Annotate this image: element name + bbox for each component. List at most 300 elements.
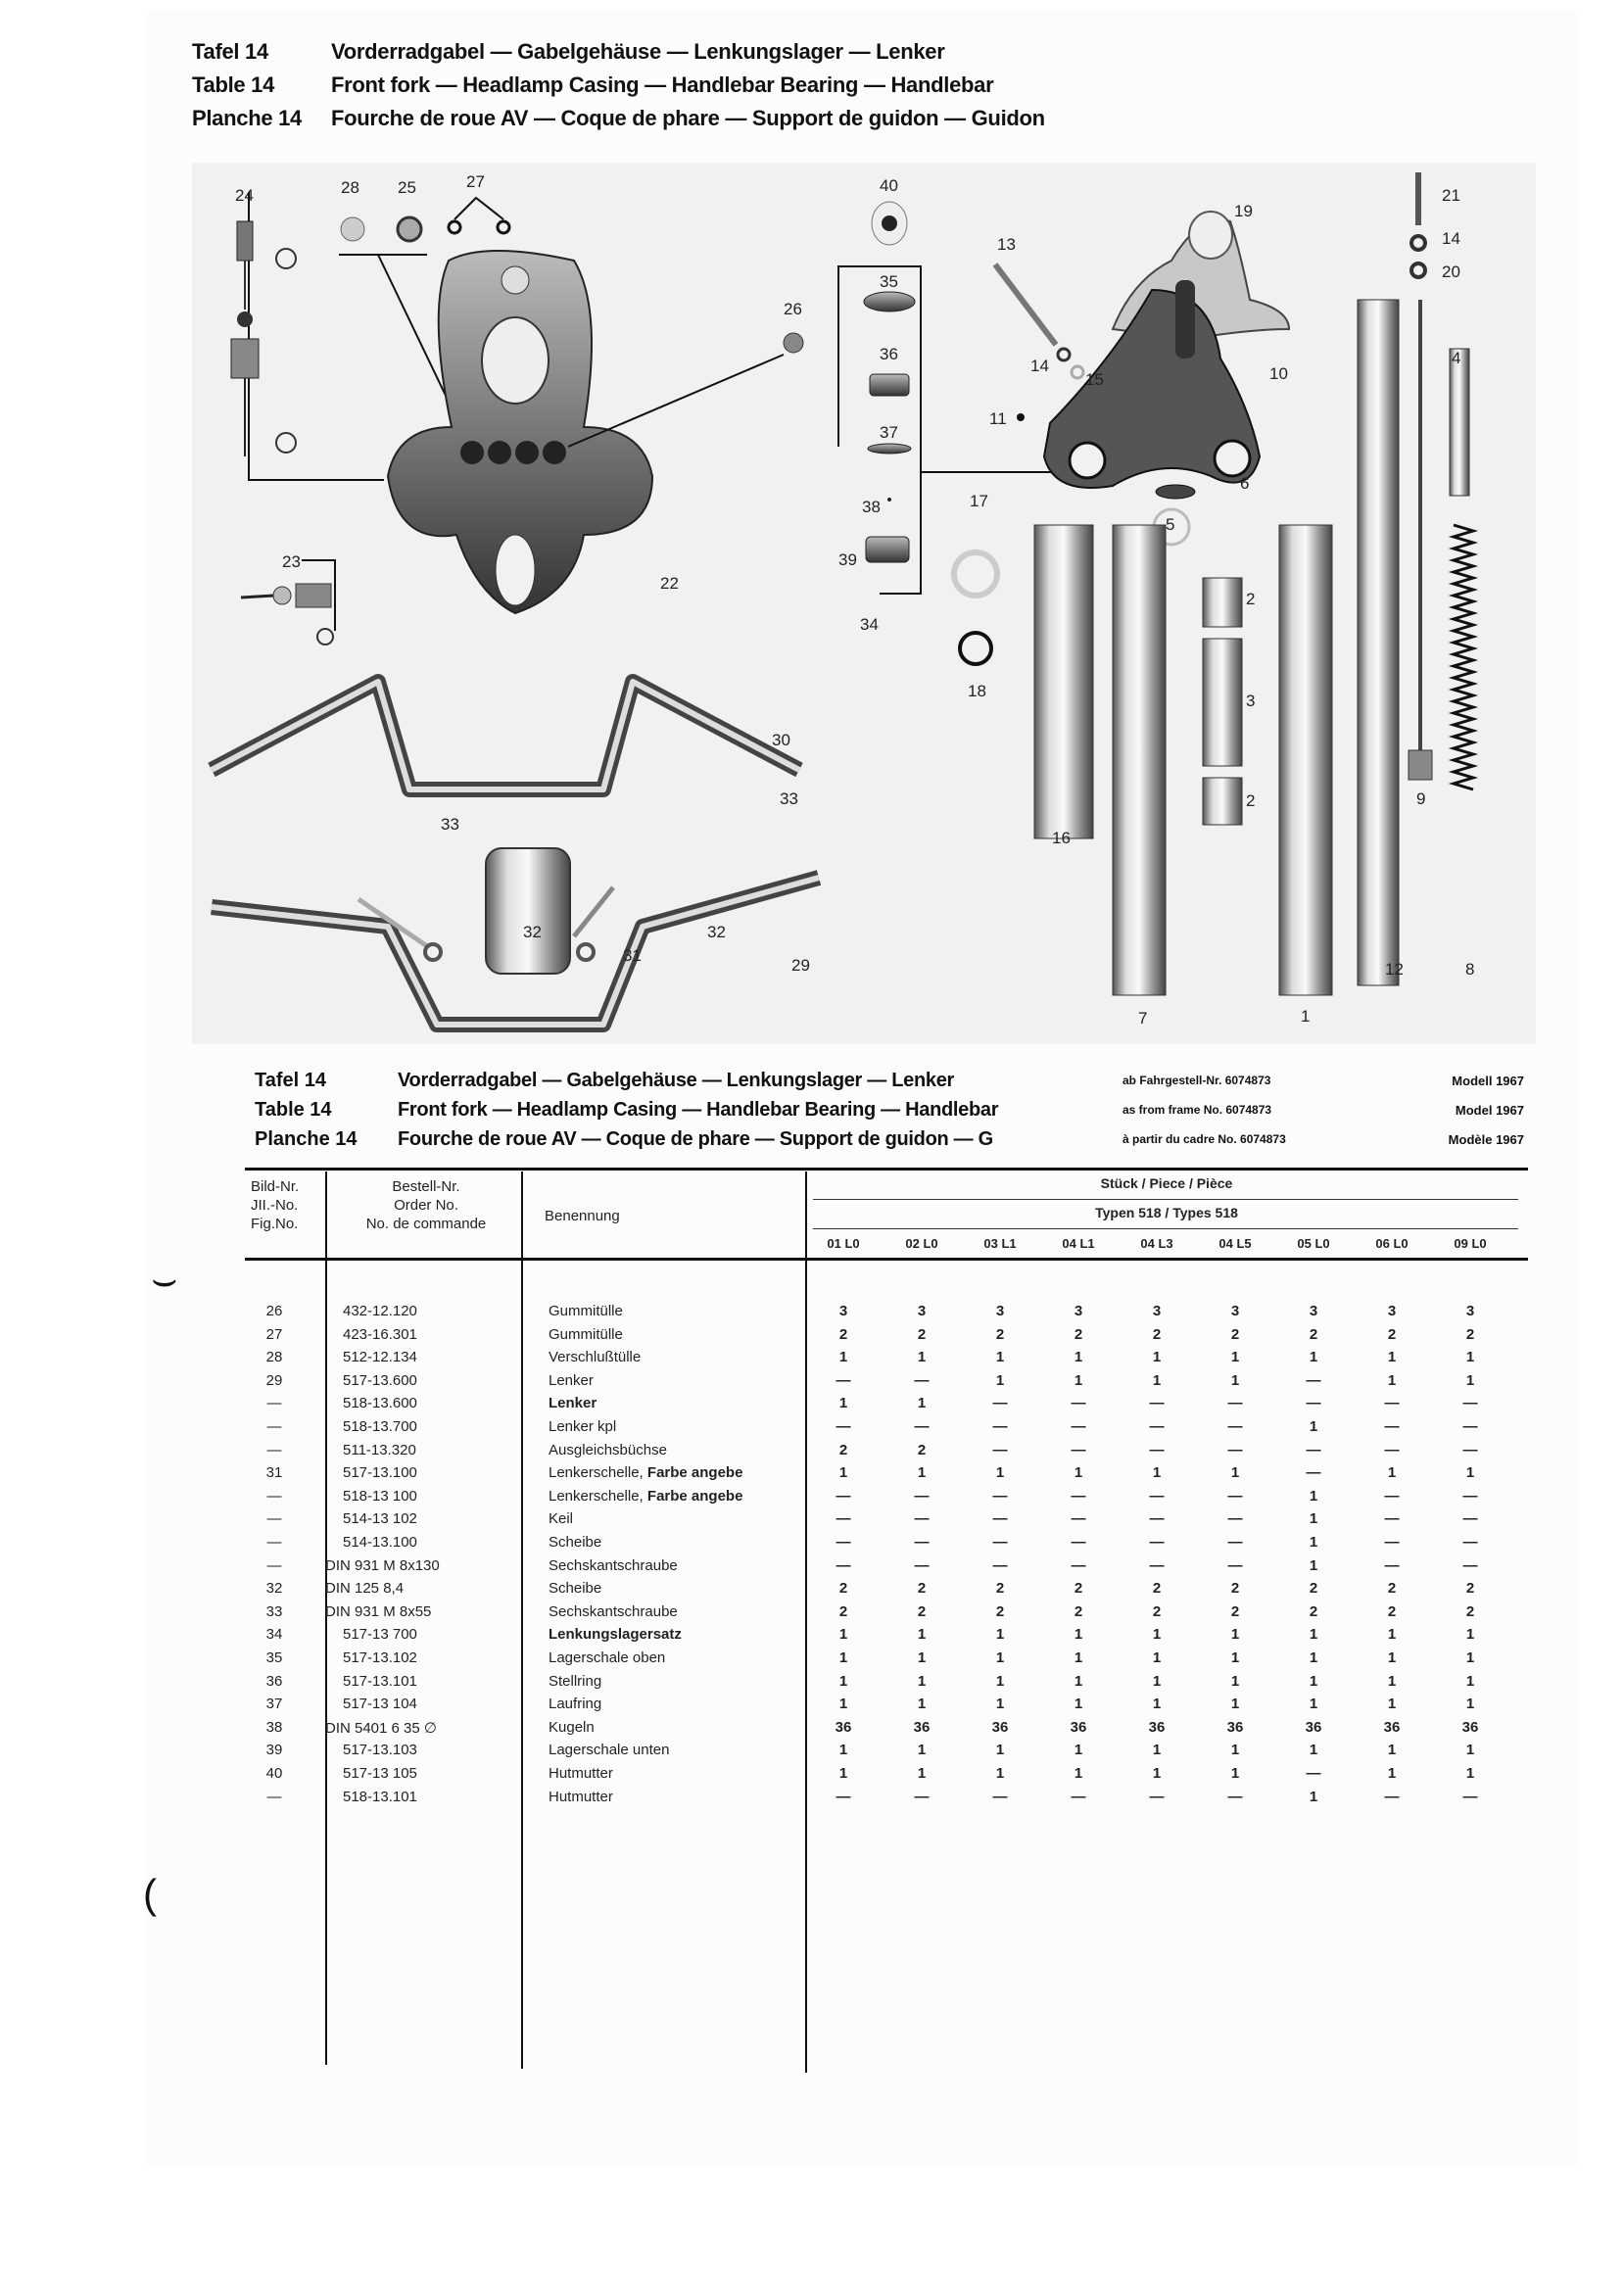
part-name-text: Ausgleichsbüchse bbox=[549, 1441, 667, 1458]
table-row bbox=[245, 1624, 1528, 1648]
header-fig-de: Bild-Nr. bbox=[251, 1178, 300, 1195]
section-label: Tafel 14 bbox=[255, 1069, 326, 1091]
quantity-cell: 2 bbox=[1387, 1602, 1397, 1620]
fig-number: — bbox=[266, 1534, 282, 1551]
table-row bbox=[245, 1763, 1528, 1787]
quantity-cell: 1 bbox=[1309, 1556, 1318, 1574]
callout-17: 17 bbox=[970, 492, 988, 510]
part-name-bold: Lenkungslagersatz bbox=[549, 1626, 682, 1644]
quantity-cell: 2 bbox=[838, 1325, 848, 1343]
quantity-cell: 36 bbox=[1070, 1718, 1087, 1736]
quantity-cell: 1 bbox=[1387, 1696, 1397, 1713]
quantity-cell: 2 bbox=[1152, 1325, 1162, 1343]
quantity-cell: — bbox=[992, 1441, 1008, 1458]
quantity-cell: 1 bbox=[1465, 1742, 1475, 1759]
fig-number: — bbox=[266, 1395, 282, 1412]
quantity-cell: — bbox=[1149, 1788, 1165, 1805]
callout-22: 22 bbox=[660, 574, 679, 593]
quantity-cell: — bbox=[1071, 1418, 1086, 1435]
quantity-cell: — bbox=[1227, 1534, 1243, 1551]
callout-31: 31 bbox=[623, 946, 642, 965]
quantity-cell: 3 bbox=[1465, 1303, 1475, 1319]
part-name-text: Scheibe bbox=[549, 1534, 602, 1551]
quantity-cell: 36 bbox=[991, 1718, 1009, 1736]
quantity-cell: 3 bbox=[838, 1303, 848, 1319]
quantity-cell: 1 bbox=[1309, 1349, 1318, 1366]
quantity-cell: — bbox=[1384, 1534, 1400, 1551]
section-title-block bbox=[255, 1066, 1528, 1154]
header-fig-fr: Fig.No. bbox=[251, 1216, 299, 1232]
quantity-cell: 2 bbox=[1465, 1602, 1475, 1620]
quantity-cell: — bbox=[1306, 1441, 1321, 1458]
quantity-cell: — bbox=[1384, 1510, 1400, 1528]
part-name bbox=[549, 1349, 842, 1365]
fig-number: 26 bbox=[265, 1303, 283, 1319]
quantity-cell: 1 bbox=[1152, 1626, 1162, 1644]
quantity-cell: 3 bbox=[917, 1303, 927, 1319]
quantity-cell: 1 bbox=[1309, 1672, 1318, 1690]
part-name bbox=[549, 1326, 842, 1343]
quantity-cell: 2 bbox=[1074, 1325, 1083, 1343]
part-name bbox=[549, 1696, 842, 1712]
fig-number: — bbox=[266, 1510, 282, 1528]
quantity-cell: 1 bbox=[1152, 1672, 1162, 1690]
quantity-cell: 1 bbox=[1230, 1626, 1240, 1644]
part-name-text: Stellring bbox=[549, 1672, 602, 1690]
type-04-l5: 04 L5 bbox=[1218, 1236, 1252, 1251]
quantity-cell: — bbox=[836, 1371, 851, 1389]
part-name bbox=[549, 1742, 842, 1758]
quantity-cell: — bbox=[836, 1418, 851, 1435]
quantity-cell: 1 bbox=[995, 1672, 1005, 1690]
quantity-cell: — bbox=[1384, 1441, 1400, 1458]
quantity-cell: 1 bbox=[1309, 1510, 1318, 1528]
header-order-fr: No. de commande bbox=[365, 1216, 487, 1232]
quantity-cell: — bbox=[1071, 1395, 1086, 1412]
quantity-cell: 1 bbox=[1387, 1464, 1397, 1482]
quantity-cell: 1 bbox=[917, 1742, 927, 1759]
section-text: Front fork — Headlamp Casing — Handlebar Bearing — Handlebar bbox=[398, 1098, 999, 1121]
callout-14: 14 bbox=[1030, 357, 1049, 375]
order-number: 511-13.320 bbox=[343, 1441, 416, 1458]
quantity-cell: — bbox=[1306, 1765, 1321, 1782]
quantity-cell: 36 bbox=[1383, 1718, 1401, 1736]
table-top-rule bbox=[245, 1168, 1528, 1171]
callout-8: 8 bbox=[1465, 960, 1475, 979]
quantity-cell: 1 bbox=[1230, 1672, 1240, 1690]
table-row bbox=[245, 1347, 1528, 1370]
callout-14b: 14 bbox=[1442, 229, 1460, 248]
part-name-bold: Lenker bbox=[549, 1395, 597, 1412]
part-name-text: Lenker kpl bbox=[549, 1418, 617, 1435]
callout-2: 2 bbox=[1246, 590, 1256, 608]
callout-16: 16 bbox=[1052, 829, 1071, 847]
quantity-cell: 1 bbox=[995, 1349, 1005, 1366]
quantity-cell: 2 bbox=[1309, 1602, 1318, 1620]
quantity-cell: — bbox=[1462, 1534, 1478, 1551]
title-text: Fourche de roue AV — Coque de phare — Support de guidon — Guidon bbox=[331, 106, 1045, 130]
quantity-cell: — bbox=[992, 1510, 1008, 1528]
fig-number: 27 bbox=[265, 1325, 283, 1343]
order-number: 512-12.134 bbox=[343, 1349, 417, 1366]
header-order-en: Order No. bbox=[394, 1197, 458, 1214]
quantity-cell: 1 bbox=[1387, 1626, 1397, 1644]
margin-punch-mark: ( bbox=[143, 1871, 157, 1917]
quantity-cell: — bbox=[914, 1556, 930, 1574]
table-row bbox=[245, 1462, 1528, 1486]
callout-24: 24 bbox=[235, 186, 254, 205]
quantity-cell: — bbox=[836, 1534, 851, 1551]
quantity-cell: — bbox=[1462, 1487, 1478, 1505]
title-row-de bbox=[192, 35, 1045, 69]
quantity-cell: 1 bbox=[1387, 1765, 1397, 1782]
quantity-cell: 1 bbox=[1465, 1349, 1475, 1366]
quantity-cell: — bbox=[1071, 1487, 1086, 1505]
quantity-cell: 1 bbox=[1309, 1696, 1318, 1713]
header-qty-title: Stück / Piece / Pièce bbox=[1100, 1175, 1233, 1191]
header-types-title: Typen 518 / Types 518 bbox=[1095, 1205, 1238, 1220]
title-label: Planche 14 bbox=[192, 106, 302, 130]
type-06-l0: 06 L0 bbox=[1375, 1236, 1409, 1251]
quantity-cell: — bbox=[1384, 1788, 1400, 1805]
callout-5: 5 bbox=[1166, 515, 1175, 534]
part-name bbox=[549, 1418, 842, 1435]
quantity-cell: 2 bbox=[1387, 1325, 1397, 1343]
quantity-cell: — bbox=[992, 1788, 1008, 1805]
table-row bbox=[245, 1440, 1528, 1463]
type-04-l3: 04 L3 bbox=[1140, 1236, 1173, 1251]
quantity-cell: 2 bbox=[1152, 1580, 1162, 1598]
quantity-cell: 1 bbox=[1074, 1742, 1083, 1759]
quantity-cell: 2 bbox=[1465, 1325, 1475, 1343]
quantity-cell: 36 bbox=[835, 1718, 852, 1736]
quantity-cell: — bbox=[1384, 1487, 1400, 1505]
callout-28: 28 bbox=[341, 178, 359, 197]
fig-number: 35 bbox=[265, 1649, 283, 1666]
quantity-cell: — bbox=[836, 1788, 851, 1805]
quantity-cell: — bbox=[1149, 1487, 1165, 1505]
quantity-cell: — bbox=[1149, 1556, 1165, 1574]
fig-number: 33 bbox=[265, 1602, 283, 1620]
exploded-parts-diagram bbox=[192, 163, 1536, 1044]
fig-number: 36 bbox=[265, 1672, 283, 1690]
quantity-cell: 1 bbox=[1465, 1672, 1475, 1690]
table-row bbox=[245, 1301, 1528, 1324]
fig-number: 32 bbox=[265, 1580, 283, 1598]
part-name-text: Kugeln bbox=[549, 1718, 595, 1736]
part-name-text: Scheibe bbox=[549, 1580, 602, 1598]
callout-1: 1 bbox=[1301, 1007, 1311, 1026]
quantity-cell: — bbox=[1462, 1788, 1478, 1805]
order-number: DIN 125 8,4 bbox=[325, 1580, 405, 1598]
quantity-cell: 2 bbox=[995, 1325, 1005, 1343]
callout-11: 11 bbox=[989, 409, 1007, 428]
table-row bbox=[245, 1717, 1528, 1741]
section-text: Fourche de roue AV — Coque de phare — Support de guidon — G bbox=[398, 1127, 993, 1150]
order-number: 518-13.101 bbox=[343, 1788, 417, 1805]
quantity-cell: 1 bbox=[1230, 1742, 1240, 1759]
fig-number: 39 bbox=[265, 1742, 283, 1759]
quantity-cell: 1 bbox=[1074, 1626, 1083, 1644]
quantity-cell: — bbox=[1071, 1441, 1086, 1458]
part-name-text: Gummitülle bbox=[549, 1303, 623, 1319]
callout-4: 4 bbox=[1452, 349, 1461, 367]
quantity-cell: 1 bbox=[995, 1696, 1005, 1713]
table-row bbox=[245, 1416, 1528, 1440]
quantity-cell: 1 bbox=[1387, 1649, 1397, 1666]
table-row bbox=[245, 1578, 1528, 1601]
quantity-cell: 1 bbox=[1387, 1349, 1397, 1366]
fig-number: — bbox=[266, 1556, 282, 1574]
quantity-cell: 2 bbox=[1387, 1580, 1397, 1598]
callout-37: 37 bbox=[880, 423, 898, 442]
callout-3: 3 bbox=[1246, 692, 1256, 710]
quantity-cell: 1 bbox=[995, 1626, 1005, 1644]
callout-30: 30 bbox=[772, 731, 790, 749]
quantity-cell: — bbox=[992, 1487, 1008, 1505]
quantity-cell: — bbox=[1306, 1371, 1321, 1389]
quantity-cell: 36 bbox=[1305, 1718, 1322, 1736]
type-02-l0: 02 L0 bbox=[905, 1236, 938, 1251]
quantity-cell: — bbox=[1227, 1788, 1243, 1805]
fig-number: — bbox=[266, 1441, 282, 1458]
part-name bbox=[549, 1719, 842, 1736]
quantity-cell: 2 bbox=[1230, 1580, 1240, 1598]
quantity-cell: 1 bbox=[1230, 1371, 1240, 1389]
table-row bbox=[245, 1393, 1528, 1416]
callout-15: 15 bbox=[1085, 370, 1104, 389]
section-label: Table 14 bbox=[255, 1098, 332, 1121]
order-number: 517-13.101 bbox=[343, 1672, 417, 1690]
part-name-text: Sechskantschraube bbox=[549, 1602, 678, 1620]
quantity-cell: 1 bbox=[995, 1371, 1005, 1389]
quantity-cell: — bbox=[1462, 1441, 1478, 1458]
quantity-cell: 1 bbox=[1309, 1626, 1318, 1644]
fig-number: 29 bbox=[265, 1371, 283, 1389]
title-text: Front fork — Headlamp Casing — Handlebar Bearing — Handlebar bbox=[331, 72, 994, 97]
table-row bbox=[245, 1740, 1528, 1763]
fig-number: — bbox=[266, 1788, 282, 1805]
part-name-text: Lagerschale unten bbox=[549, 1742, 670, 1759]
quantity-cell: 1 bbox=[917, 1395, 927, 1412]
order-number: DIN 931 M 8x55 bbox=[325, 1602, 432, 1620]
quantity-cell: 1 bbox=[1387, 1371, 1397, 1389]
callout-27: 27 bbox=[466, 172, 485, 191]
section-label: Planche 14 bbox=[255, 1127, 358, 1150]
callout-10: 10 bbox=[1269, 364, 1288, 383]
callout-38: 38 bbox=[862, 498, 881, 516]
model-year: Modell 1967 bbox=[1452, 1073, 1524, 1088]
type-05-l0: 05 L0 bbox=[1297, 1236, 1330, 1251]
quantity-cell: — bbox=[1462, 1395, 1478, 1412]
quantity-cell: — bbox=[992, 1395, 1008, 1412]
quantity-cell: 1 bbox=[838, 1672, 848, 1690]
header-sub-rule bbox=[813, 1199, 1518, 1200]
table-row bbox=[245, 1508, 1528, 1532]
quantity-cell: — bbox=[1149, 1534, 1165, 1551]
order-number: 432-12.120 bbox=[343, 1303, 417, 1319]
part-name bbox=[549, 1789, 842, 1805]
part-name bbox=[549, 1395, 842, 1411]
callout-25: 25 bbox=[398, 178, 416, 197]
type-01-l0: 01 L0 bbox=[827, 1236, 860, 1251]
quantity-cell: 36 bbox=[1226, 1718, 1244, 1736]
quantity-cell: 3 bbox=[1074, 1303, 1083, 1319]
callout-7: 7 bbox=[1138, 1009, 1148, 1028]
quantity-cell: 1 bbox=[1230, 1349, 1240, 1366]
order-number: 517-13.600 bbox=[343, 1371, 417, 1389]
quantity-cell: — bbox=[1071, 1556, 1086, 1574]
part-name bbox=[549, 1580, 842, 1597]
quantity-cell: — bbox=[1227, 1510, 1243, 1528]
quantity-cell: — bbox=[1071, 1788, 1086, 1805]
callout-32: 32 bbox=[523, 923, 542, 941]
quantity-cell: 1 bbox=[838, 1649, 848, 1666]
quantity-cell: 1 bbox=[838, 1395, 848, 1412]
quantity-cell: — bbox=[992, 1418, 1008, 1435]
quantity-cell: 1 bbox=[1152, 1765, 1162, 1782]
quantity-cell: 1 bbox=[917, 1696, 927, 1713]
quantity-cell: — bbox=[1306, 1395, 1321, 1412]
quantity-cell: 1 bbox=[1074, 1765, 1083, 1782]
quantity-cell: — bbox=[1462, 1556, 1478, 1574]
fig-number: 31 bbox=[265, 1464, 283, 1482]
quantity-cell: 1 bbox=[1074, 1371, 1083, 1389]
type-04-l1: 04 L1 bbox=[1062, 1236, 1095, 1251]
quantity-cell: 1 bbox=[838, 1349, 848, 1366]
quantity-cell: — bbox=[914, 1788, 930, 1805]
fig-number: 38 bbox=[265, 1718, 283, 1736]
quantity-cell: 1 bbox=[1074, 1696, 1083, 1713]
quantity-cell: 2 bbox=[1074, 1602, 1083, 1620]
part-name-text: Verschlußtülle bbox=[549, 1349, 642, 1366]
callout-21: 21 bbox=[1442, 186, 1460, 205]
quantity-cell: — bbox=[992, 1556, 1008, 1574]
order-number: 518-13.600 bbox=[343, 1395, 417, 1412]
table-row bbox=[245, 1324, 1528, 1348]
quantity-cell: — bbox=[1227, 1441, 1243, 1458]
type-09-l0: 09 L0 bbox=[1454, 1236, 1487, 1251]
quantity-cell: 1 bbox=[1074, 1649, 1083, 1666]
quantity-cell: 1 bbox=[1309, 1418, 1318, 1435]
frame-number: as from frame No. 6074873 bbox=[1122, 1103, 1272, 1117]
part-name-bold: Farbe angebe bbox=[646, 1464, 743, 1482]
table-row bbox=[245, 1694, 1528, 1717]
part-name-bold: Farbe angebe bbox=[646, 1487, 743, 1505]
order-number: 517-13 105 bbox=[343, 1765, 417, 1782]
quantity-cell: 1 bbox=[1387, 1742, 1397, 1759]
quantity-cell: — bbox=[1149, 1395, 1165, 1412]
quantity-cell: 1 bbox=[1152, 1696, 1162, 1713]
part-name bbox=[549, 1534, 842, 1551]
page-title-block bbox=[192, 35, 1045, 135]
callout-29: 29 bbox=[791, 956, 810, 975]
callout-19: 19 bbox=[1234, 202, 1253, 220]
parts-illustration bbox=[192, 163, 1536, 1044]
quantity-cell: 2 bbox=[917, 1580, 927, 1598]
table-row bbox=[245, 1601, 1528, 1625]
part-name bbox=[549, 1626, 842, 1643]
callout-20: 20 bbox=[1442, 263, 1460, 281]
table-row bbox=[245, 1486, 1528, 1509]
order-number: 518-13.700 bbox=[343, 1418, 417, 1435]
quantity-cell: — bbox=[1462, 1510, 1478, 1528]
quantity-cell: 1 bbox=[1230, 1696, 1240, 1713]
quantity-cell: — bbox=[914, 1487, 930, 1505]
quantity-cell: — bbox=[914, 1418, 930, 1435]
fig-number: 28 bbox=[265, 1349, 283, 1366]
part-name-text: Lagerschale oben bbox=[549, 1649, 666, 1666]
quantity-cell: 1 bbox=[1074, 1464, 1083, 1482]
quantity-cell: 2 bbox=[838, 1580, 848, 1598]
title-row-en bbox=[192, 69, 1045, 102]
quantity-cell: 1 bbox=[1309, 1742, 1318, 1759]
quantity-cell: — bbox=[836, 1510, 851, 1528]
part-name bbox=[549, 1603, 842, 1620]
order-number: 517-13.103 bbox=[343, 1742, 417, 1759]
quantity-cell: 1 bbox=[1152, 1649, 1162, 1666]
quantity-cell: 1 bbox=[1465, 1371, 1475, 1389]
quantity-cell: — bbox=[1384, 1395, 1400, 1412]
order-number: 517-13.100 bbox=[343, 1464, 417, 1482]
part-name bbox=[549, 1442, 842, 1458]
quantity-cell: 1 bbox=[1152, 1742, 1162, 1759]
order-number: 517-13 104 bbox=[343, 1696, 417, 1713]
quantity-cell: 1 bbox=[1230, 1765, 1240, 1782]
title-label: Table 14 bbox=[192, 72, 275, 97]
header-types-rule bbox=[813, 1228, 1518, 1229]
header-order-de: Bestell-Nr. bbox=[392, 1178, 460, 1195]
quantity-cell: 36 bbox=[1461, 1718, 1479, 1736]
part-name-text: Lenkerschelle, bbox=[549, 1487, 647, 1505]
header-order-no bbox=[343, 1177, 509, 1233]
fig-number: 40 bbox=[265, 1765, 283, 1782]
header-bottom-rule bbox=[245, 1258, 1528, 1261]
quantity-cell: — bbox=[1149, 1510, 1165, 1528]
title-label: Tafel 14 bbox=[192, 39, 268, 64]
part-name bbox=[549, 1765, 842, 1782]
part-name-text: Hutmutter bbox=[549, 1765, 613, 1782]
quantity-cell: 1 bbox=[1465, 1696, 1475, 1713]
quantity-cell: — bbox=[836, 1487, 851, 1505]
quantity-cell: 1 bbox=[1309, 1487, 1318, 1505]
quantity-cell: — bbox=[1462, 1418, 1478, 1435]
section-row-en bbox=[255, 1095, 1528, 1124]
quantity-cell: — bbox=[1384, 1556, 1400, 1574]
order-number: 514-13.100 bbox=[343, 1534, 417, 1551]
callout-13: 13 bbox=[997, 235, 1016, 254]
quantity-cell: 36 bbox=[1148, 1718, 1166, 1736]
quantity-cell: 1 bbox=[995, 1649, 1005, 1666]
section-text: Vorderradgabel — Gabelgehäuse — Lenkungslager — Lenker bbox=[398, 1069, 955, 1091]
quantity-cell: 1 bbox=[1152, 1464, 1162, 1482]
part-name bbox=[549, 1464, 842, 1481]
part-name-text: Sechskantschraube bbox=[549, 1556, 678, 1574]
callout-32b: 32 bbox=[707, 923, 726, 941]
order-number: DIN 5401 6 35 ∅ bbox=[325, 1719, 437, 1737]
table-row bbox=[245, 1648, 1528, 1671]
quantity-cell: 3 bbox=[1387, 1303, 1397, 1319]
table-row bbox=[245, 1370, 1528, 1394]
quantity-cell: 3 bbox=[1309, 1303, 1318, 1319]
quantity-cell: 1 bbox=[995, 1765, 1005, 1782]
quantity-cell: 1 bbox=[838, 1765, 848, 1782]
quantity-cell: 2 bbox=[917, 1325, 927, 1343]
order-number: 517-13 700 bbox=[343, 1626, 417, 1644]
quantity-cell: — bbox=[1306, 1464, 1321, 1482]
part-name bbox=[549, 1488, 842, 1505]
quantity-cell: 3 bbox=[1152, 1303, 1162, 1319]
